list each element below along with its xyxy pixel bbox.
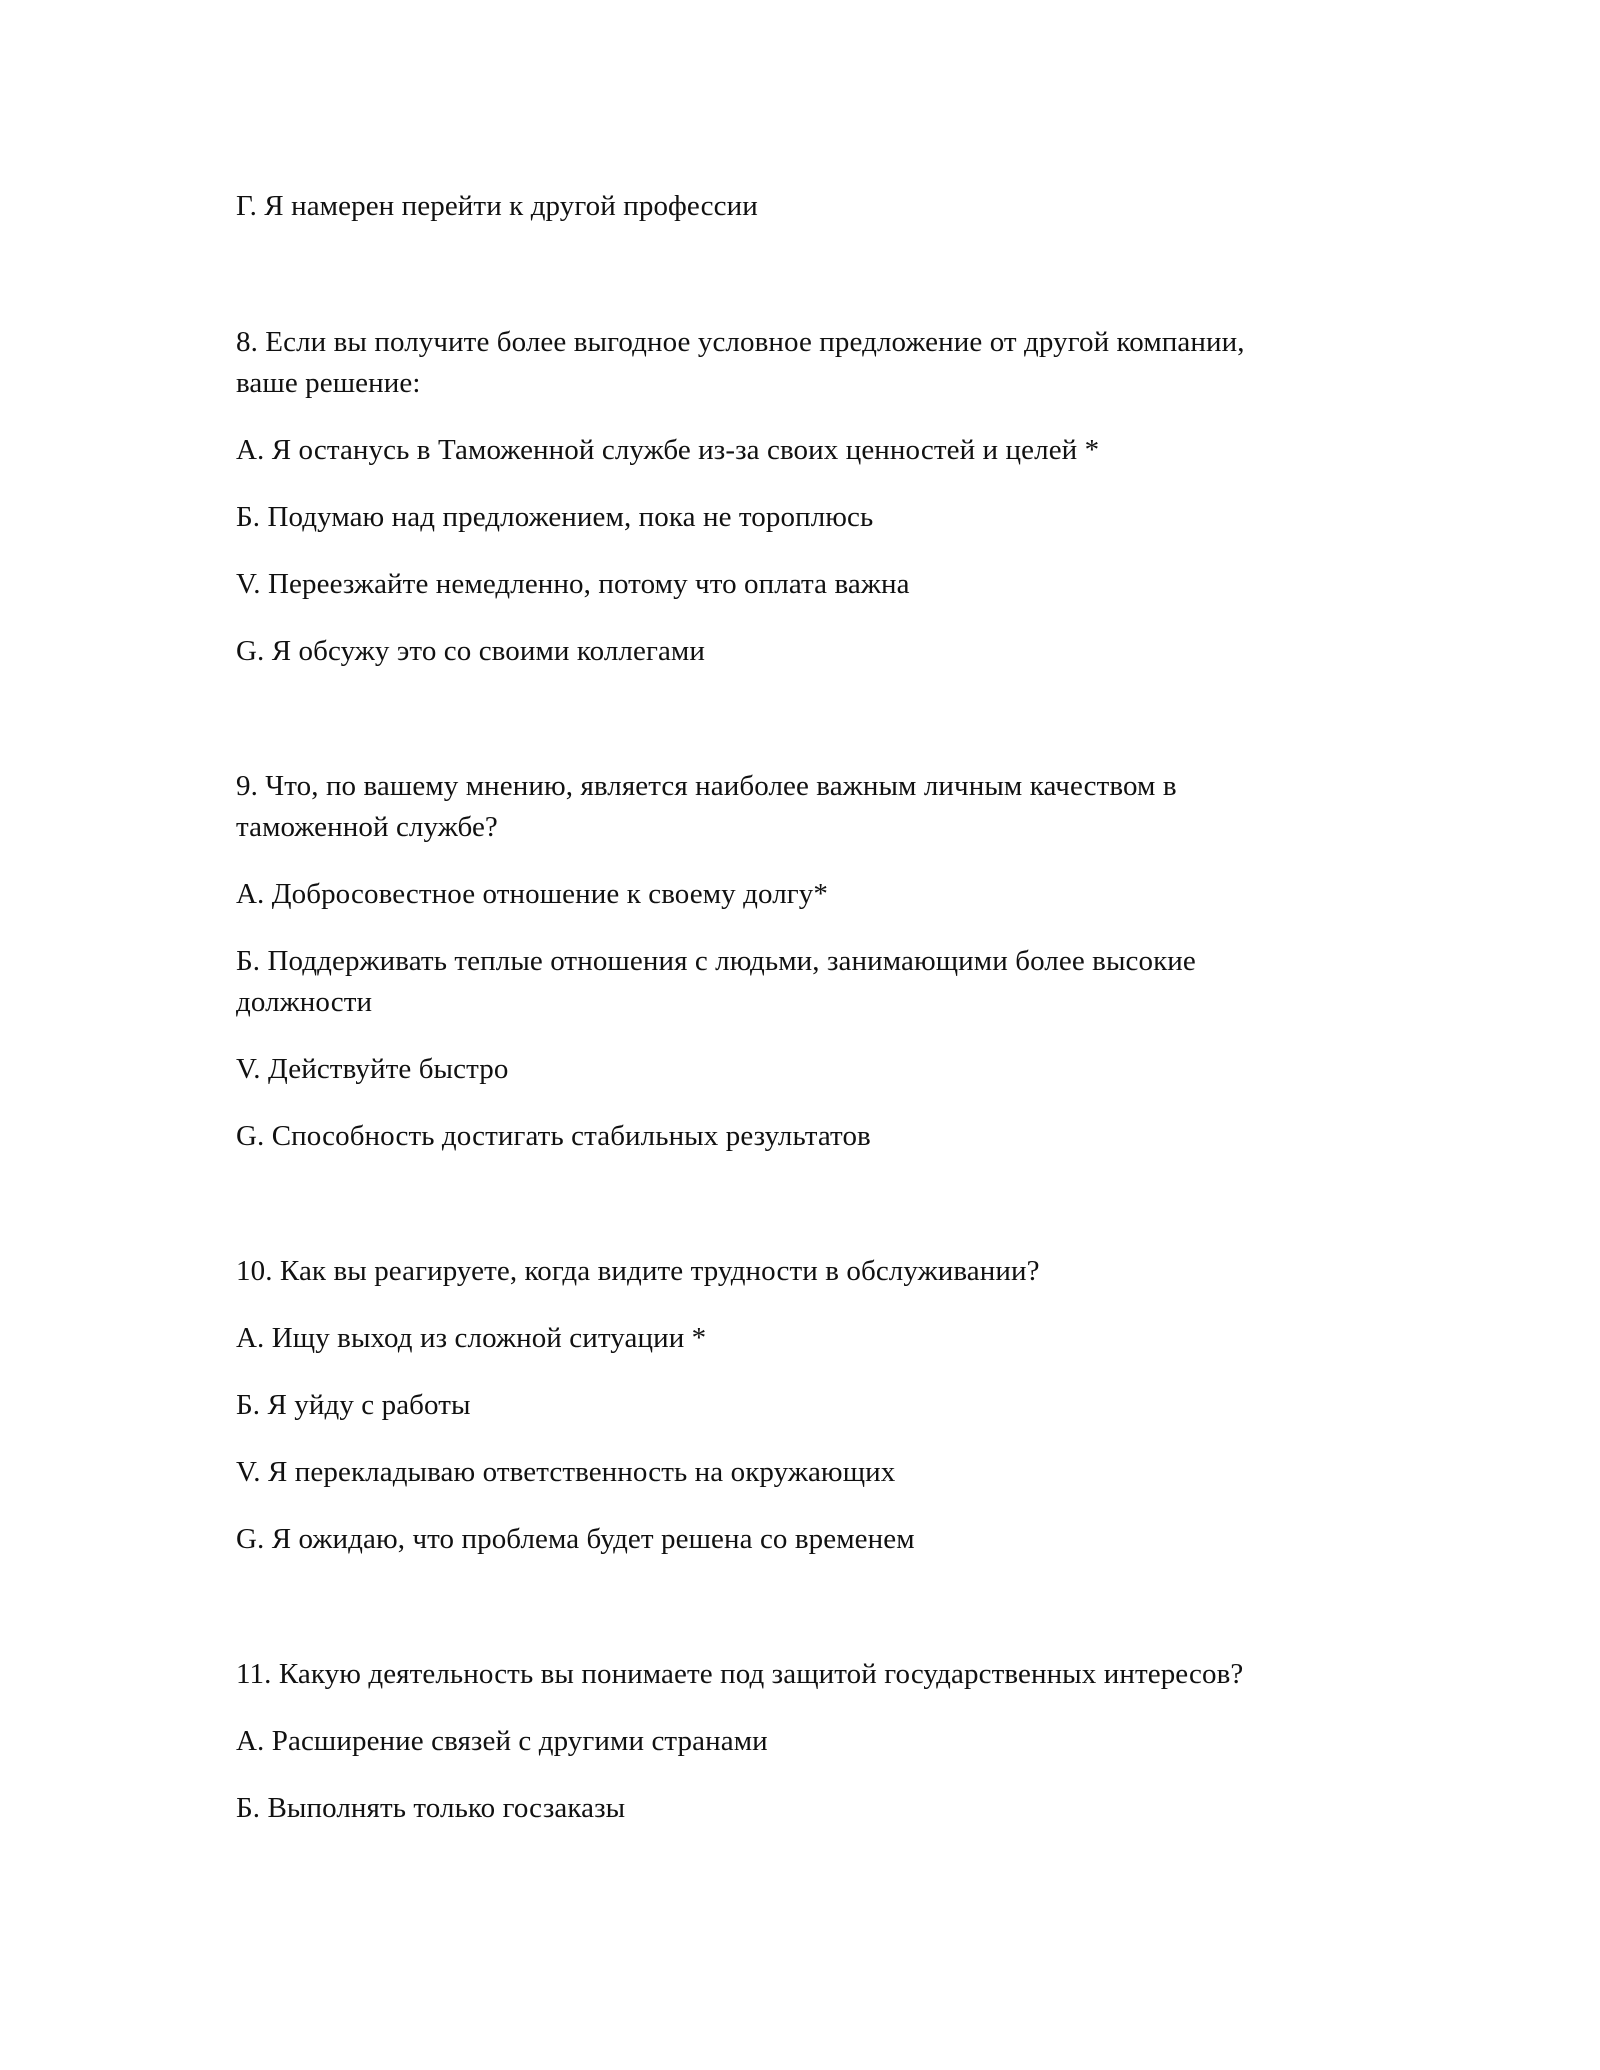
option-a-q11: А. Расширение связей с другими странами	[236, 1725, 768, 1757]
option-g-q8: G. Я обсужу это со своими коллегами	[236, 635, 705, 667]
question-8-line-2: ваше решение:	[236, 367, 421, 399]
option-a-q10: А. Ищу выход из сложной ситуации *	[236, 1322, 707, 1354]
option-b-q11: Б. Выполнять только госзаказы	[236, 1792, 626, 1824]
option-b-q9-line-2: должности	[236, 986, 373, 1018]
option-g-q9: G. Способность достигать стабильных результатов	[236, 1120, 871, 1152]
option-v-q9: V. Действуйте быстро	[236, 1053, 509, 1085]
question-8-line-1: 8. Если вы получите более выгодное условное предложение от другой компании,	[236, 326, 1245, 358]
option-v-q8: V. Переезжайте немедленно, потому что оплата важна	[236, 568, 910, 600]
option-a-q9: А. Добросовестное отношение к своему долгу*	[236, 878, 828, 910]
question-9-line-1: 9. Что, по вашему мнению, является наиболее важным личным качеством в	[236, 770, 1177, 802]
option-b-q8: Б. Подумаю над предложением, пока не тороплюсь	[236, 501, 874, 533]
option-b-q9-line-1: Б. Поддерживать теплые отношения с людьми, занимающими более высокие	[236, 945, 1196, 977]
option-b-q10: Б. Я уйду с работы	[236, 1389, 471, 1421]
option-g-q7: Г. Я намерен перейти к другой профессии	[236, 190, 758, 222]
question-11: 11. Какую деятельность вы понимаете под защитой государственных интересов?	[236, 1658, 1244, 1690]
option-v-q10: V. Я перекладываю ответственность на окружающих	[236, 1456, 896, 1488]
option-g-q10: G. Я ожидаю, что проблема будет решена со временем	[236, 1523, 915, 1555]
question-9-line-2: таможенной службе?	[236, 811, 498, 843]
option-a-q8: А. Я останусь в Таможенной службе из-за своих ценностей и целей *	[236, 434, 1100, 466]
question-10: 10. Как вы реагируете, когда видите трудности в обслуживании?	[236, 1255, 1040, 1287]
